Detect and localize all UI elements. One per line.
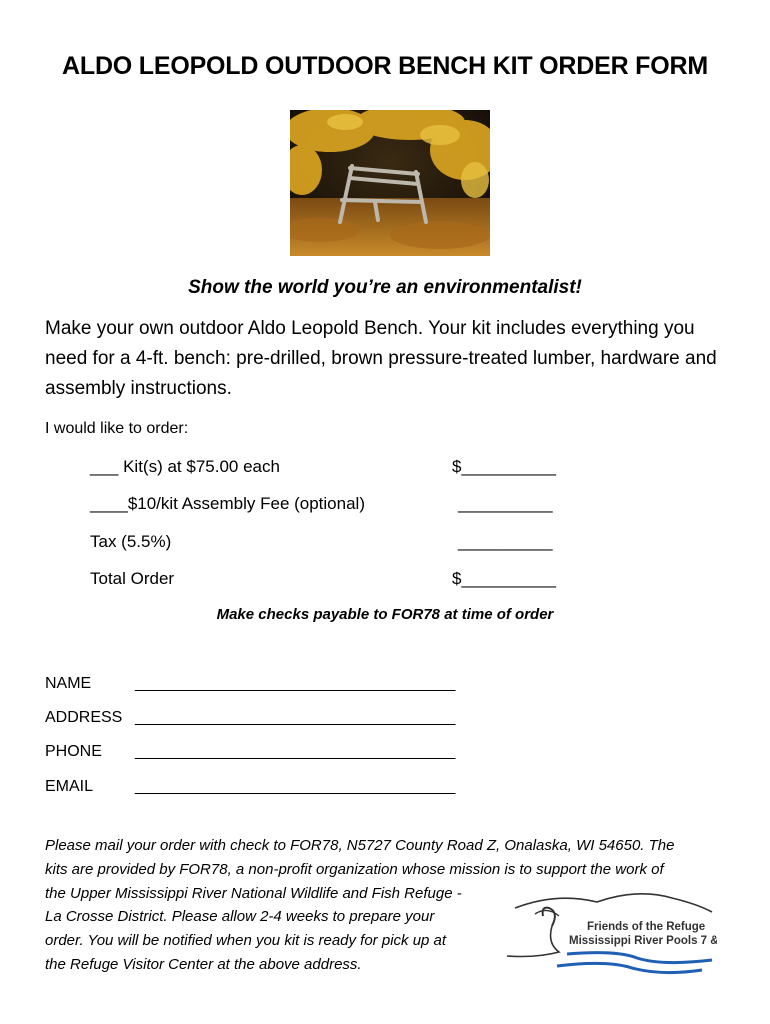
total-amount-field: $__________ [452,569,557,588]
intro-paragraph: Make your own outdoor Aldo Leopold Bench. Your kit includes everything you need for a 4-ft. bench: pre-drilled, brown pressure-treated lumber, hardware and assembly instructions. [45,318,717,399]
friends-of-refuge-logo [497,888,717,980]
page-title: ALDO LEOPOLD OUTDOOR BENCH KIT ORDER FORM [62,52,708,80]
mail-note-line: kits are provided by FOR78, a non-profit organization whose mission is to support the work of [45,860,664,878]
name-label: NAME [45,675,92,692]
tax-amount-field: __________ [458,532,553,551]
email-field: ____________________________________ [135,778,456,795]
address-field: ____________________________________ [135,709,456,726]
river-wave [557,963,702,972]
mail-note-line: the Refuge Visitor Center at the above address. [45,955,362,973]
river-wave [567,953,712,963]
logo-line-2: Mississippi River Pools 7 & 8 [569,935,717,947]
phone-label: PHONE [45,743,102,760]
assembly-fee-label: ____$10/kit Assembly Fee (optional) [90,494,365,513]
assembly-fee-amount-field: __________ [458,494,553,513]
name-field: ____________________________________ [135,675,456,692]
tax-label: Tax (5.5%) [90,532,172,551]
kit-quantity-label: ___ Kit(s) at $75.00 each [90,457,280,476]
kit-amount-field: $__________ [452,457,557,476]
mail-note-line: the Upper Mississippi River National Wildlife and Fish Refuge - [45,884,462,902]
tagline: Show the world you’re an environmentalist! [188,277,582,298]
mail-note-line: order. You will be notified when you kit is ready for pick up at [45,932,447,950]
mail-note-line: La Crosse District. Please allow 2-4 weeks to prepare your [45,908,435,926]
logo-line-1: Friends of the Refuge [587,921,706,933]
address-label: ADDRESS [45,709,123,726]
bench-photo [290,110,490,256]
email-label: EMAIL [45,778,94,795]
phone-field: ____________________________________ [135,743,456,760]
order-lead: I would like to order: [45,420,189,437]
mail-note-line: Please mail your order with check to FOR78, N5727 County Road Z, Onalaska, WI 54650. The [45,837,675,854]
checks-payable-note: Make checks payable to FOR78 at time of order [216,606,554,623]
total-order-label: Total Order [90,569,175,588]
